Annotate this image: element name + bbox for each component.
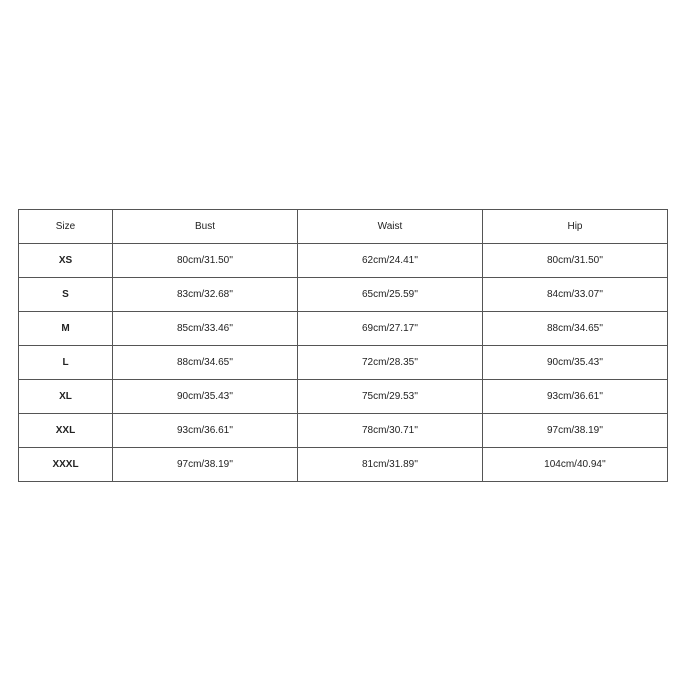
cell-hip: 84cm/33.07'' — [483, 278, 668, 312]
cell-bust: 80cm/31.50'' — [113, 244, 298, 278]
cell-bust: 90cm/35.43'' — [113, 380, 298, 414]
cell-waist: 75cm/29.53'' — [298, 380, 483, 414]
table-row — [19, 414, 668, 448]
cell-size: XS — [19, 244, 113, 278]
cell-bust: 88cm/34.65'' — [113, 346, 298, 380]
table-row — [19, 278, 668, 312]
cell-bust: 97cm/38.19'' — [113, 448, 298, 482]
table-row — [19, 380, 668, 414]
cell-size: L — [19, 346, 113, 380]
cell-hip: 104cm/40.94'' — [483, 448, 668, 482]
cell-hip: 80cm/31.50'' — [483, 244, 668, 278]
cell-bust: 85cm/33.46'' — [113, 312, 298, 346]
header-bust: Bust — [113, 210, 298, 244]
cell-hip: 93cm/36.61'' — [483, 380, 668, 414]
cell-size: XL — [19, 380, 113, 414]
cell-size: XXL — [19, 414, 113, 448]
cell-size: XXXL — [19, 448, 113, 482]
cell-size: S — [19, 278, 113, 312]
cell-hip: 90cm/35.43'' — [483, 346, 668, 380]
cell-waist: 65cm/25.59'' — [298, 278, 483, 312]
header-size: Size — [19, 210, 113, 244]
table-row — [19, 346, 668, 380]
cell-hip: 88cm/34.65'' — [483, 312, 668, 346]
cell-waist: 69cm/27.17'' — [298, 312, 483, 346]
cell-waist: 81cm/31.89'' — [298, 448, 483, 482]
header-waist: Waist — [298, 210, 483, 244]
cell-waist: 62cm/24.41'' — [298, 244, 483, 278]
cell-waist: 72cm/28.35'' — [298, 346, 483, 380]
table-row — [19, 244, 668, 278]
cell-bust: 93cm/36.61'' — [113, 414, 298, 448]
cell-bust: 83cm/32.68'' — [113, 278, 298, 312]
size-chart-table — [18, 209, 668, 482]
header-hip: Hip — [483, 210, 668, 244]
table-header-row — [19, 210, 668, 244]
cell-waist: 78cm/30.71'' — [298, 414, 483, 448]
table-row — [19, 312, 668, 346]
cell-size: M — [19, 312, 113, 346]
table-row — [19, 448, 668, 482]
cell-hip: 97cm/38.19'' — [483, 414, 668, 448]
